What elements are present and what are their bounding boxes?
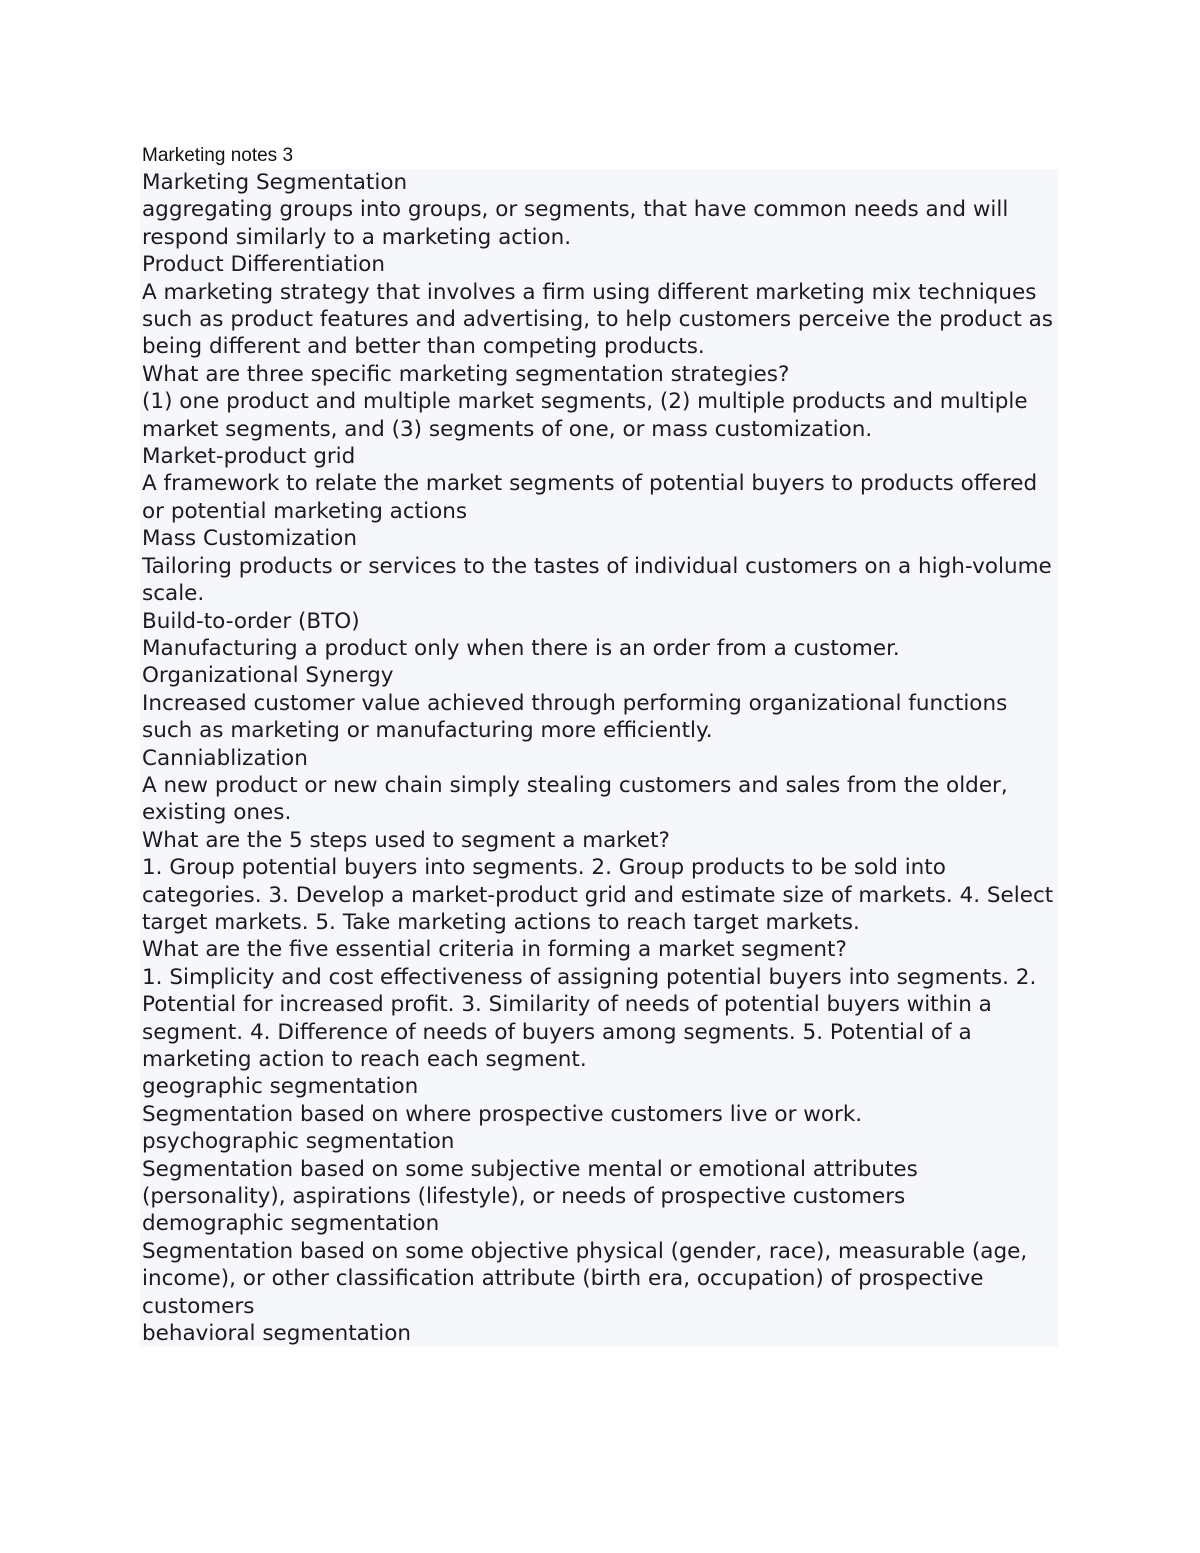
- question-heading: What are the 5 steps used to segment a market?: [142, 827, 670, 853]
- term-heading: Build-to-order (BTO): [142, 608, 360, 634]
- term-heading: psychographic segmentation: [142, 1129, 455, 1155]
- term-heading: Market-product grid: [142, 444, 356, 470]
- question-answer: 1. Group potential buyers into segments. 2. Group products to be sold into categories. 3. Develop a market-product grid and estimate size of markets. 4. Select target markets. 5. Take marketing actions to reach target markets.: [142, 855, 1054, 935]
- term-definition: aggregating groups into groups, or segments, that have common needs and will respond similarly to a marketing action.: [142, 197, 1009, 250]
- term-definition: Segmentation based on some subjective mental or emotional attributes (personality), aspirations (lifestyle), or needs of prospective customers: [142, 1156, 918, 1210]
- question-answer: 1. Simplicity and cost effectiveness of assigning potential buyers into segments. 2. Potential for increased profit. 3. Similarity of needs of potential buyers within a segment. 4. Difference of needs of buyers among segments. 5. Potential of a marketing action to reach each segment.: [142, 964, 1037, 1072]
- page-title: Marketing notes 3: [142, 145, 294, 166]
- question-heading: What are the five essential criteria in forming a market segment?: [142, 937, 847, 963]
- term-heading: Organizational Synergy: [142, 663, 394, 689]
- term-definition: Manufacturing a product only when there is an order from a customer.: [142, 635, 900, 661]
- term-heading: Mass Customization: [142, 526, 357, 552]
- term-definition: Increased customer value achieved through performing organizational functions such as marketing or manufacturing more efficiently.: [142, 690, 1008, 744]
- term-definition: Segmentation based on some objective physical (gender, race), measurable (age, income), or other classification attribute (birth era, occupation) of prospective customers: [142, 1238, 1028, 1319]
- term-heading: behavioral segmentation: [142, 1321, 412, 1347]
- term-heading: demographic segmentation: [142, 1211, 440, 1237]
- term-heading: Product Differentiation: [142, 252, 386, 278]
- term-definition: A marketing strategy that involves a firm using different marketing mix techniques such as product features and advertising, to help customers perceive the product as being different and better than competing products.: [142, 279, 1053, 360]
- term-definition: A new product or new chain simply stealing customers and sales from the older, existing ones.: [142, 772, 1008, 826]
- notes-block: [140, 169, 1058, 1347]
- term-heading: Marketing Segmentation: [142, 170, 408, 195]
- term-definition: Tailoring products or services to the tastes of individual customers on a high-volume scale.: [142, 553, 1052, 607]
- question-answer: (1) one product and multiple market segments, (2) multiple products and multiple market segments, and (3) segments of one, or mass customization.: [142, 389, 1028, 442]
- term-heading: Canniablization: [142, 745, 308, 771]
- term-definition: Segmentation based on where prospective customers live or work.: [142, 1101, 863, 1127]
- term-heading: geographic segmentation: [142, 1074, 419, 1100]
- question-heading: What are three specific marketing segmentation strategies?: [142, 361, 790, 387]
- term-definition: A framework to relate the market segments of potential buyers to products offered or potential marketing actions: [142, 471, 1038, 524]
